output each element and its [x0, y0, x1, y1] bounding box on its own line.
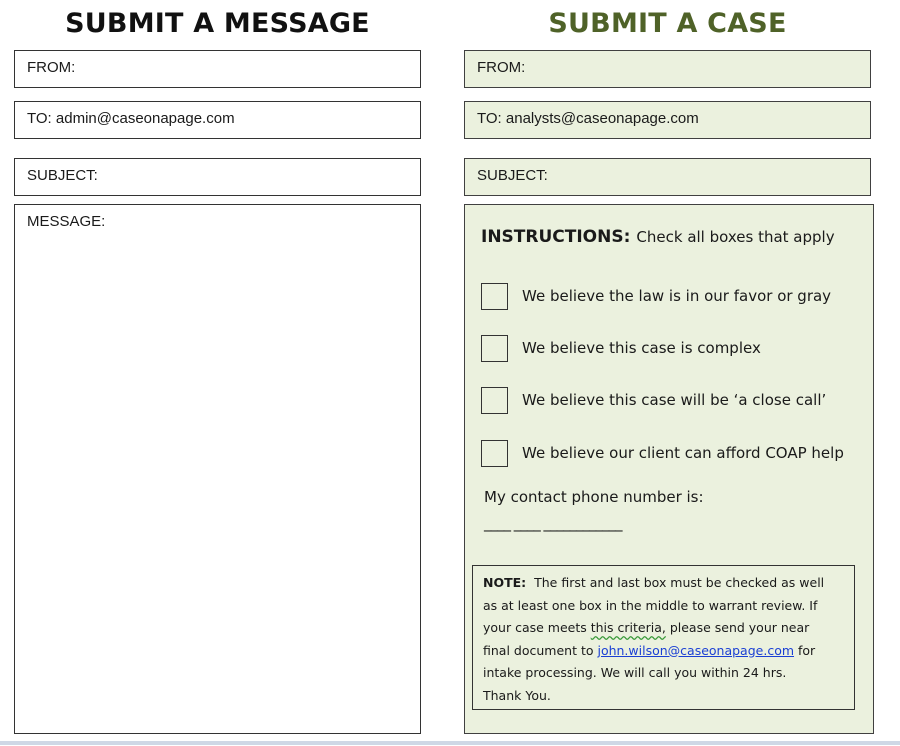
checkbox-label-close-call: We believe this case will be ‘a close call’: [522, 391, 827, 409]
note-line-1: [483, 572, 844, 595]
message-from-label: FROM:: [27, 59, 76, 76]
case-from-label: FROM:: [477, 59, 526, 76]
phone-number-blank[interactable]: ____ ____ ____________: [484, 514, 622, 532]
case-to-field[interactable]: [464, 101, 871, 139]
note-text-1: The first and last box must be checked as well: [534, 575, 825, 590]
checkbox-row-afford-help[interactable]: [481, 438, 844, 468]
message-from-field[interactable]: [14, 50, 421, 88]
bottom-divider: [0, 741, 900, 745]
note-line-4: [483, 640, 844, 663]
checkbox-law-favor[interactable]: [481, 283, 508, 310]
message-subject-field[interactable]: [14, 158, 421, 196]
checkbox-afford-help[interactable]: [481, 440, 508, 467]
checkbox-label-afford-help: We believe our client can afford COAP help: [522, 444, 844, 462]
checkbox-label-complex: We believe this case is complex: [522, 339, 761, 357]
note-text-3-squiggle: this criteria,: [590, 620, 666, 635]
note-box: [472, 565, 855, 710]
phone-label: My contact phone number is:: [484, 488, 704, 506]
instructions-heading: INSTRUCTIONS:: [481, 227, 631, 247]
message-body-field[interactable]: [14, 204, 421, 734]
checkbox-row-law-favor[interactable]: [481, 281, 831, 311]
note-text-4b: for: [794, 642, 816, 658]
case-subject-field[interactable]: [464, 158, 871, 196]
contact-email-link[interactable]: john.wilson@caseonapage.com: [597, 642, 795, 658]
note-line-6: Thank You.: [483, 687, 551, 703]
checkbox-close-call[interactable]: [481, 387, 508, 414]
case-subject-label: SUBJECT:: [477, 167, 548, 184]
message-body-label: MESSAGE:: [27, 213, 106, 230]
note-text-4a: final document to: [483, 642, 598, 658]
note-text-3a: your case meets: [483, 620, 591, 635]
checkbox-label-law-favor: We believe the law is in our favor or gray: [522, 287, 832, 305]
note-text-3b: please send your near: [665, 620, 810, 635]
case-to-label: TO: analysts@caseonapage.com: [477, 110, 699, 127]
note-line-5: intake processing. We will call you within 24 hrs.: [483, 665, 787, 680]
instructions-text: Check all boxes that apply: [636, 228, 835, 246]
note-line-2: as at least one box in the middle to warrant review. If: [483, 597, 818, 613]
case-form-title: SUBMIT A CASE: [548, 8, 787, 39]
message-to-field[interactable]: [14, 101, 421, 139]
message-to-label: TO: admin@caseonapage.com: [27, 110, 235, 127]
note-line-3: [483, 617, 844, 640]
case-instructions-panel: [464, 204, 874, 734]
checkbox-complex[interactable]: [481, 335, 508, 362]
instructions-line: [481, 227, 835, 247]
checkbox-row-complex[interactable]: [481, 333, 761, 363]
message-subject-label: SUBJECT:: [27, 167, 98, 184]
checkbox-row-close-call[interactable]: [481, 385, 826, 415]
note-heading: NOTE:: [483, 575, 527, 590]
case-from-field[interactable]: [464, 50, 871, 88]
message-form-title: SUBMIT A MESSAGE: [65, 8, 370, 39]
